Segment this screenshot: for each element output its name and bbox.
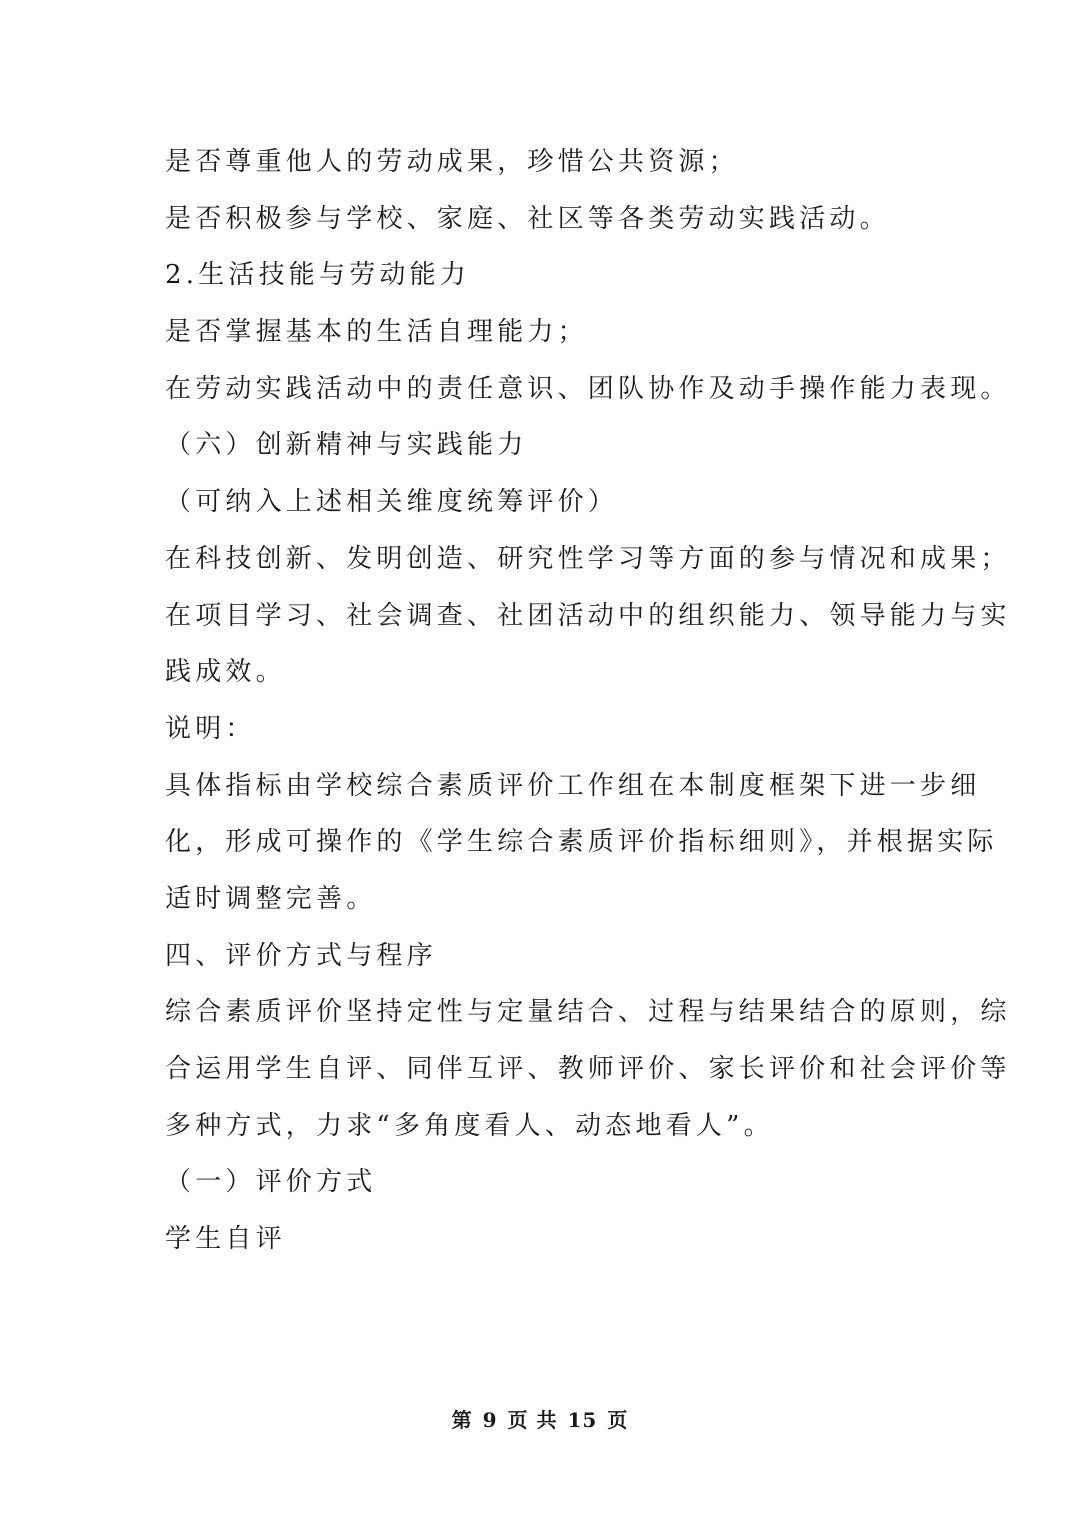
document-body [165, 134, 1011, 1268]
text-line: 综合素质评价坚持定性与定量结合、过程与结果结合的原则，综 [165, 997, 1011, 1028]
text-line: 是否尊重他人的劳动成果，珍惜公共资源； [165, 147, 739, 177]
subheading: 2.生活技能与劳动能力 [165, 260, 471, 291]
text-line: 化，形成可操作的《学生综合素质评价指标细则》，并根据实际 [165, 827, 998, 858]
page-footer [0, 1404, 1080, 1433]
text-line: 在劳动实践活动中的责任意识、团队协作及动手操作能力表现。 [165, 373, 1011, 404]
text-line: 多种方式，力求“多角度看人、动态地看人”。 [165, 1110, 774, 1141]
note-label: 说明： [165, 713, 256, 744]
text-line: 学生自评 [165, 1224, 286, 1255]
text-line: （可纳入上述相关维度统筹评价） [165, 487, 619, 518]
footer-prefix: 第 [451, 1408, 473, 1432]
section-heading: （六）创新精神与实践能力 [165, 430, 528, 461]
text-line: 践成效。 [165, 657, 286, 688]
text-line: 合运用学生自评、同伴互评、教师评价、家长评价和社会评价等 [165, 1054, 1011, 1084]
text-line: 具体指标由学校综合素质评价工作组在本制度框架下进一步细 [165, 770, 981, 801]
footer-middle: 页 共 [507, 1408, 558, 1432]
text-line: 是否积极参与学校、家庭、社区等各类劳动实践活动。 [165, 203, 890, 234]
text-line: 是否掌握基本的生活自理能力； [165, 317, 588, 348]
total-pages-number: 15 [567, 1408, 598, 1432]
current-page-number: 9 [482, 1408, 498, 1432]
text-line: 适时调整完善。 [165, 883, 377, 914]
subheading: （一）评价方式 [165, 1167, 377, 1198]
section-heading: 四、评价方式与程序 [165, 940, 437, 971]
footer-suffix: 页 [607, 1408, 629, 1432]
text-line: 在科技创新、发明创造、研究性学习等方面的参与情况和成果； [165, 543, 1011, 574]
text-line: 在项目学习、社会调查、社团活动中的组织能力、领导能力与实 [165, 600, 1011, 631]
